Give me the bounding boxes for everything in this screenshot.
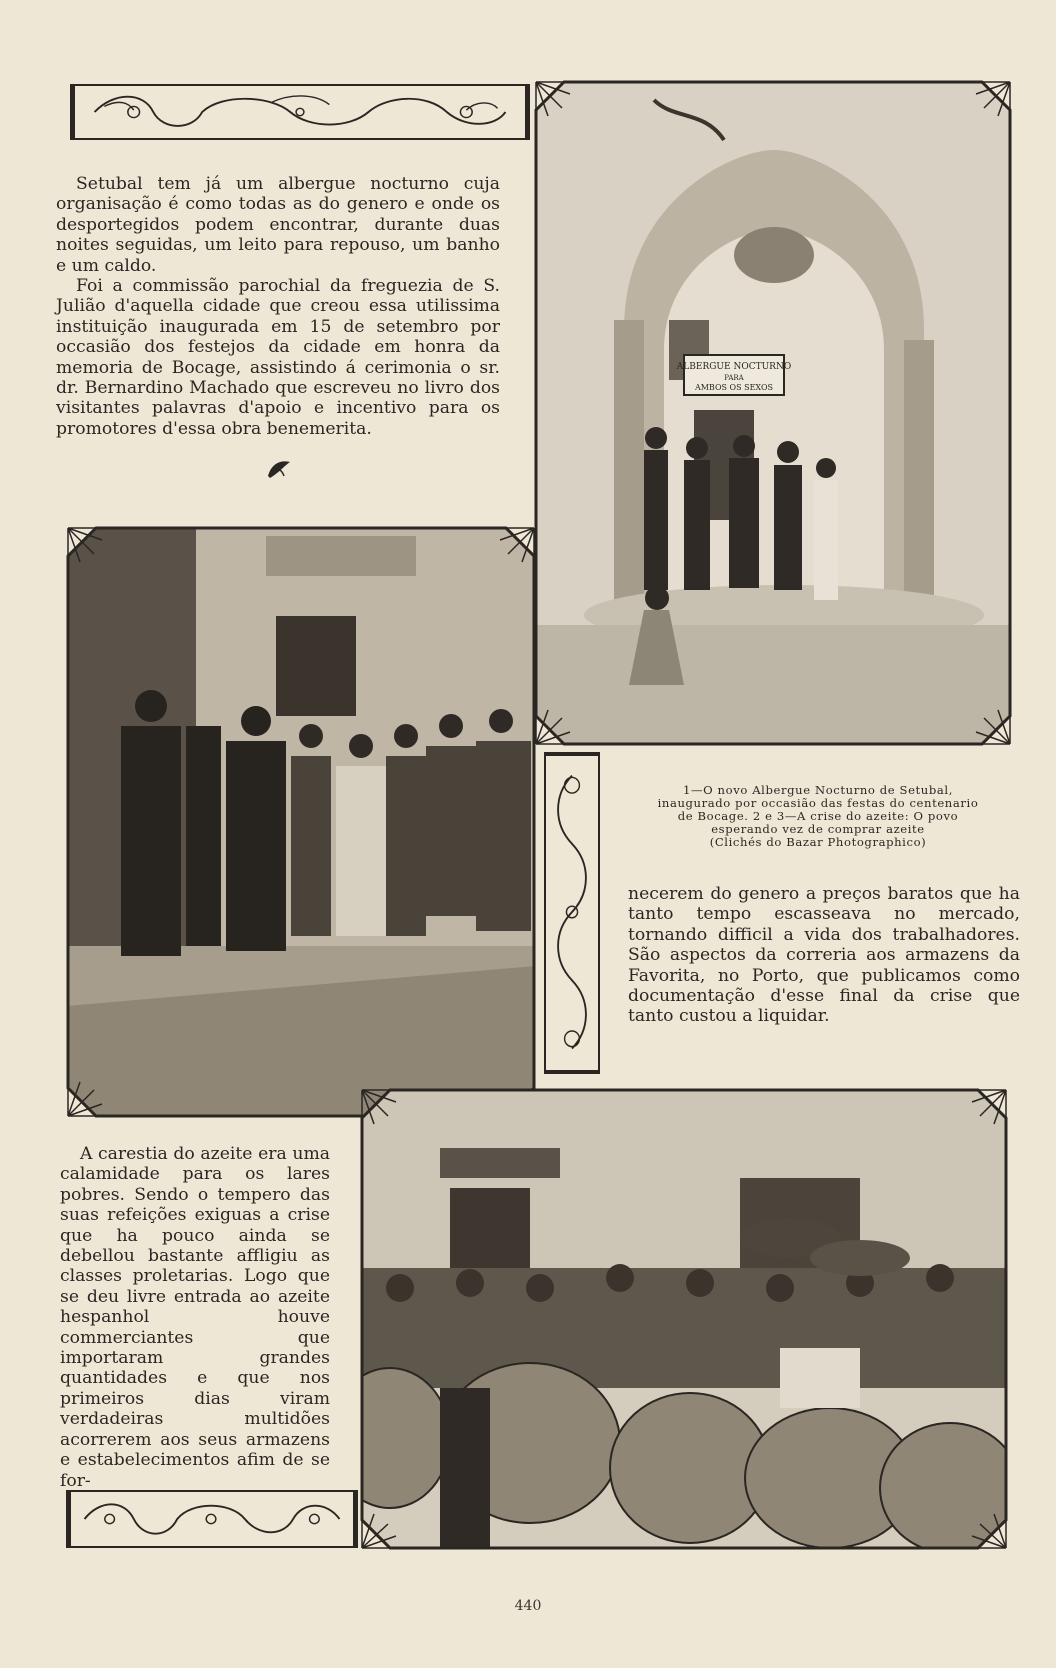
paragraph-commissao: Foi a commissão parochial da freguezia de S. Julião d'aquella cidade que creou essa utilissima instituição inaugurada em 15 de setembro por occasião dos festejos da cidade em honra da memoria de Bocage, assistindo á cerimonia o sr. dr. Bernardino Machado que escreveu no livro dos visitantes palavras d'apoio e incentivo para os promotores d'essa obra benemerita.	[56, 276, 500, 439]
sign-line-2: PARA	[724, 374, 744, 382]
paragraph-setubal: Setubal tem já um albergue nocturno cuja organisação é como todas as do genero e onde os desportegidos podem encontrar, durante duas noites seguidas, um leito para repouso, um banho e um caldo.	[56, 174, 500, 276]
photo-albergue-nocturno	[534, 80, 1012, 746]
article-paragraph-3	[60, 1144, 330, 1491]
sign-line-3: AMBOS OS SEXOS	[694, 383, 774, 392]
sign-line-1: ALBERGUE NOCTURNO	[676, 362, 792, 372]
paragraph-necerem: necerem do genero a preços baratos que ha tanto tempo escasseava no mercado, tornando difficil a vida dos trabalhadores. São aspectos da correria aos armazens da Favorita, no Porto, que publicamos como documentação d'esse final da crise que tanto custou a liquidar.	[628, 884, 1020, 1027]
footer-ornament-bottom	[66, 1490, 358, 1548]
article-paragraph-4	[628, 884, 1020, 1027]
photo-crowd-police	[66, 526, 536, 1118]
page-number: 440	[514, 1598, 542, 1614]
caption-line-1: 1—O novo Albergue Nocturno de Setubal,	[682, 783, 953, 797]
paragraph-carestia: A carestia do azeite era uma calamidade para os lares pobres. Sendo o tempero das suas refeições exiguas a crise que ha pouco ainda se debellou bastante affligiu as classes proletarias. Logo que se deu livre entrada ao azeite hespanhol houve commerciantes que importaram grandes quantidades e que nos primeiros dias viram verdadeiras multidões acorrerem aos seus armazens e estabelecimentos afim de se for-	[60, 1144, 330, 1491]
fleuron-icon	[264, 456, 294, 482]
caption-line-4: esperando vez de comprar azeite	[711, 822, 925, 836]
article-paragraph-1-2	[56, 174, 500, 439]
caption-line-2: inaugurado por occasião das festas do centenario	[657, 796, 979, 810]
caption-line-3: de Bocage. 2 e 3—A crise do azeite: O povo	[677, 809, 959, 823]
photo-barrels-crowd	[360, 1088, 1008, 1550]
photo-caption	[626, 784, 1010, 849]
header-ornament-top	[70, 84, 530, 140]
caption-line-5: (Clichés do Bazar Photographico)	[709, 835, 927, 849]
vertical-ornament	[544, 752, 600, 1074]
